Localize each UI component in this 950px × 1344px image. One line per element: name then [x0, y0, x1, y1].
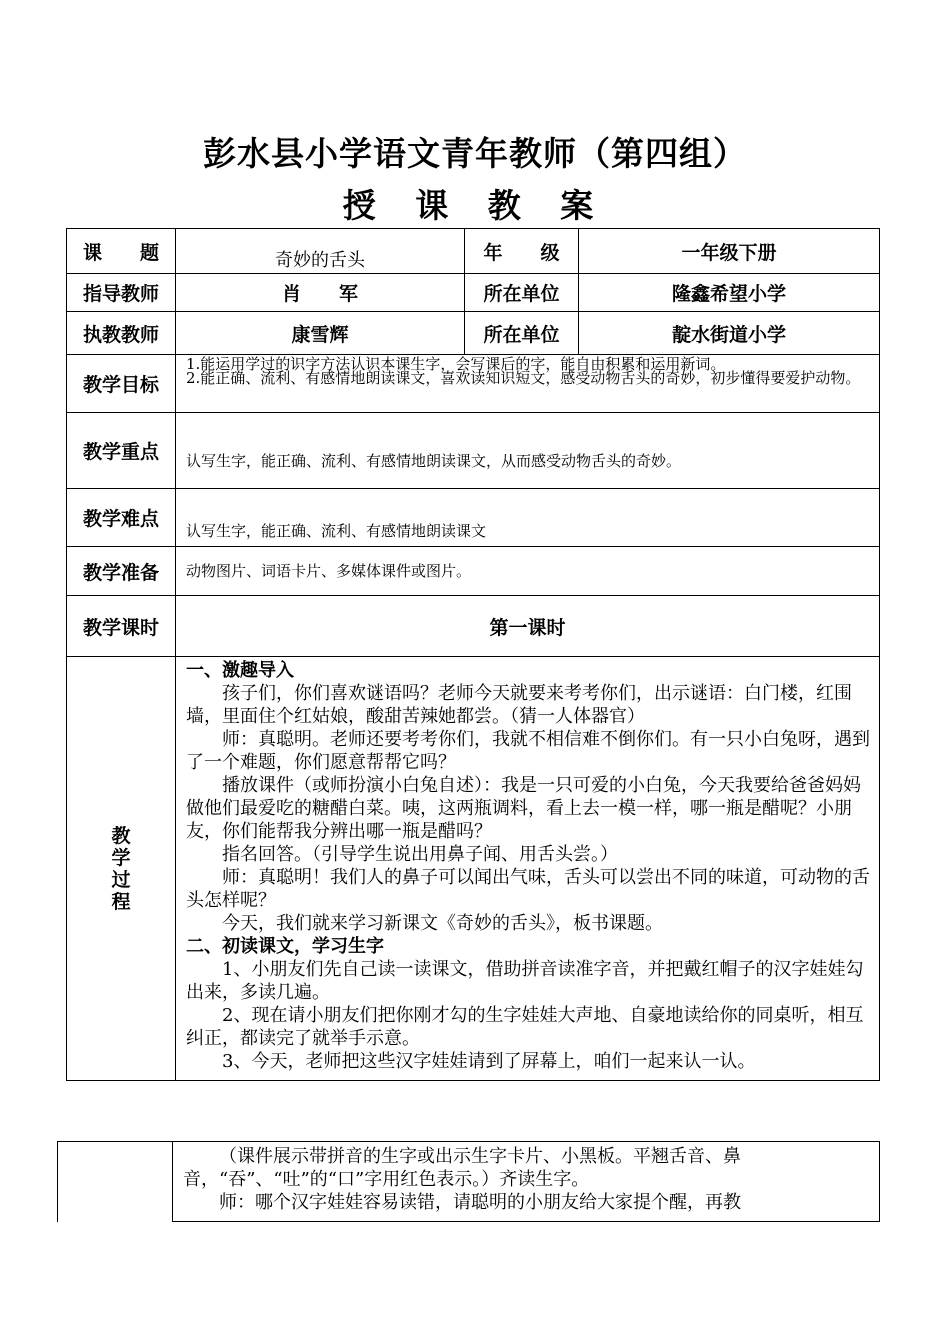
section-heading: 一、激趣导入 — [186, 660, 294, 681]
key-points-value: 认写生字，能正确、流利、有感情地朗读课文，从而感受动物舌头的奇妙。 — [176, 413, 880, 489]
process-paragraph: 师：真聪明。老师还要考考你们，我就不相信难不倒你们。有一只小白兔呀，遇到了一个难题，你们愿意帮帮它吗？ — [186, 729, 870, 773]
grade-value: 一年级下册 — [579, 229, 880, 274]
page-title: 彭水县小学语文青年教师（第四组） — [203, 134, 747, 173]
difficulty-label: 教学难点 — [67, 489, 176, 547]
process-label — [67, 657, 176, 1081]
period-label: 教学课时 — [67, 596, 176, 657]
process-paragraph: 师：真聪明！我们人的鼻子可以闻出气味，舌头可以尝出不同的味道，可动物的舌头怎样呢？ — [186, 867, 870, 911]
grade-label: 年 级 — [465, 229, 579, 274]
process-content — [176, 657, 880, 1081]
process-label-char: 程 — [111, 890, 131, 913]
topic-value: 奇妙的舌头 — [176, 229, 465, 274]
process-paragraph: 3、今天，老师把这些汉字娃娃请到了屏幕上，咱们一起来认一认。 — [222, 1051, 756, 1072]
key-points-label: 教学重点 — [67, 413, 176, 489]
preparation-label: 教学准备 — [67, 547, 176, 596]
process-paragraph: 播放课件（或师扮演小白兔自述）：我是一只可爱的小白兔，今天我要给爸爸妈妈做他们最爱吃的糖醋白菜。咦，这两瓶调料，看上去一模一样，哪一瓶是醋呢？小朋友，你们能帮我分辨出哪一瓶是醋吗？ — [186, 775, 861, 842]
lesson-plan-table — [66, 228, 880, 1081]
continuation-content — [173, 1142, 880, 1222]
difficulty-value: 认写生字，能正确、流利、有感情地朗读课文 — [176, 489, 880, 547]
teacher-unit-label: 所在单位 — [465, 312, 579, 355]
guide-teacher-value: 肖 军 — [176, 274, 465, 312]
process-label-char: 学 — [111, 846, 131, 869]
topic-label: 课 题 — [67, 229, 176, 274]
process-label-char: 过 — [111, 868, 131, 891]
process-paragraph: 1、小朋友们先自己读一读课文，借助拼音读准字音，并把戴红帽子的汉字娃娃勾出来，多读几遍。 — [186, 959, 864, 1003]
process-paragraph: 今天，我们就来学习新课文《奇妙的舌头》，板书课题。 — [222, 913, 663, 934]
guide-unit-value: 隆鑫希望小学 — [579, 274, 880, 312]
continuation-label-cell — [58, 1142, 173, 1222]
process-paragraph: 孩子们，你们喜欢谜语吗？老师今天就要来考考你们，出示谜语：白门楼，红围墙，里面住个红姑娘，酸甜苦辣她都尝。（猜一人体器官） — [186, 683, 852, 727]
page-subtitle: 授 课 教 案 — [342, 186, 608, 225]
guide-unit-label: 所在单位 — [465, 274, 579, 312]
continuation-table — [57, 1141, 880, 1222]
goals-content — [176, 355, 880, 413]
continuation-paragraph: （课件展示带拼音的生字或出示生字卡片、小黑板。平翘舌音、鼻音，“吞”、“吐”的“口”字用红色表示。）齐读生字。 — [183, 1146, 741, 1190]
teacher-value: 康雪辉 — [176, 312, 465, 355]
goal-item: 2.能正确、流利、有感情地朗读课文，喜欢读知识短文，感受动物舌头的奇妙，初步懂得要爱护动物。 — [186, 369, 861, 387]
teacher-label: 执教教师 — [67, 312, 176, 355]
guide-teacher-label: 指导教师 — [67, 274, 176, 312]
process-paragraph: 2、现在请小朋友们把你刚才勾的生字娃娃大声地、自豪地读给你的同桌听，相互纠正，都读完了就举手示意。 — [186, 1005, 864, 1049]
goals-label: 教学目标 — [67, 355, 176, 413]
continuation-paragraph: 师：哪个汉字娃娃容易读错，请聪明的小朋友给大家提个醒，再教 — [219, 1192, 741, 1213]
process-label-char: 教 — [111, 824, 131, 847]
teacher-unit-value: 靛水街道小学 — [579, 312, 880, 355]
goal-item: 1.能运用学过的识字方法认识本课生字，会写课后的字，能自由积累和运用新词。 — [186, 355, 726, 373]
preparation-value: 动物图片、词语卡片、多媒体课件或图片。 — [176, 547, 880, 596]
process-paragraph: 指名回答。（引导学生说出用鼻子闻、用舌头尝。） — [222, 844, 618, 865]
section-heading: 二、初读课文，学习生字 — [186, 936, 384, 957]
period-value: 第一课时 — [176, 596, 880, 657]
